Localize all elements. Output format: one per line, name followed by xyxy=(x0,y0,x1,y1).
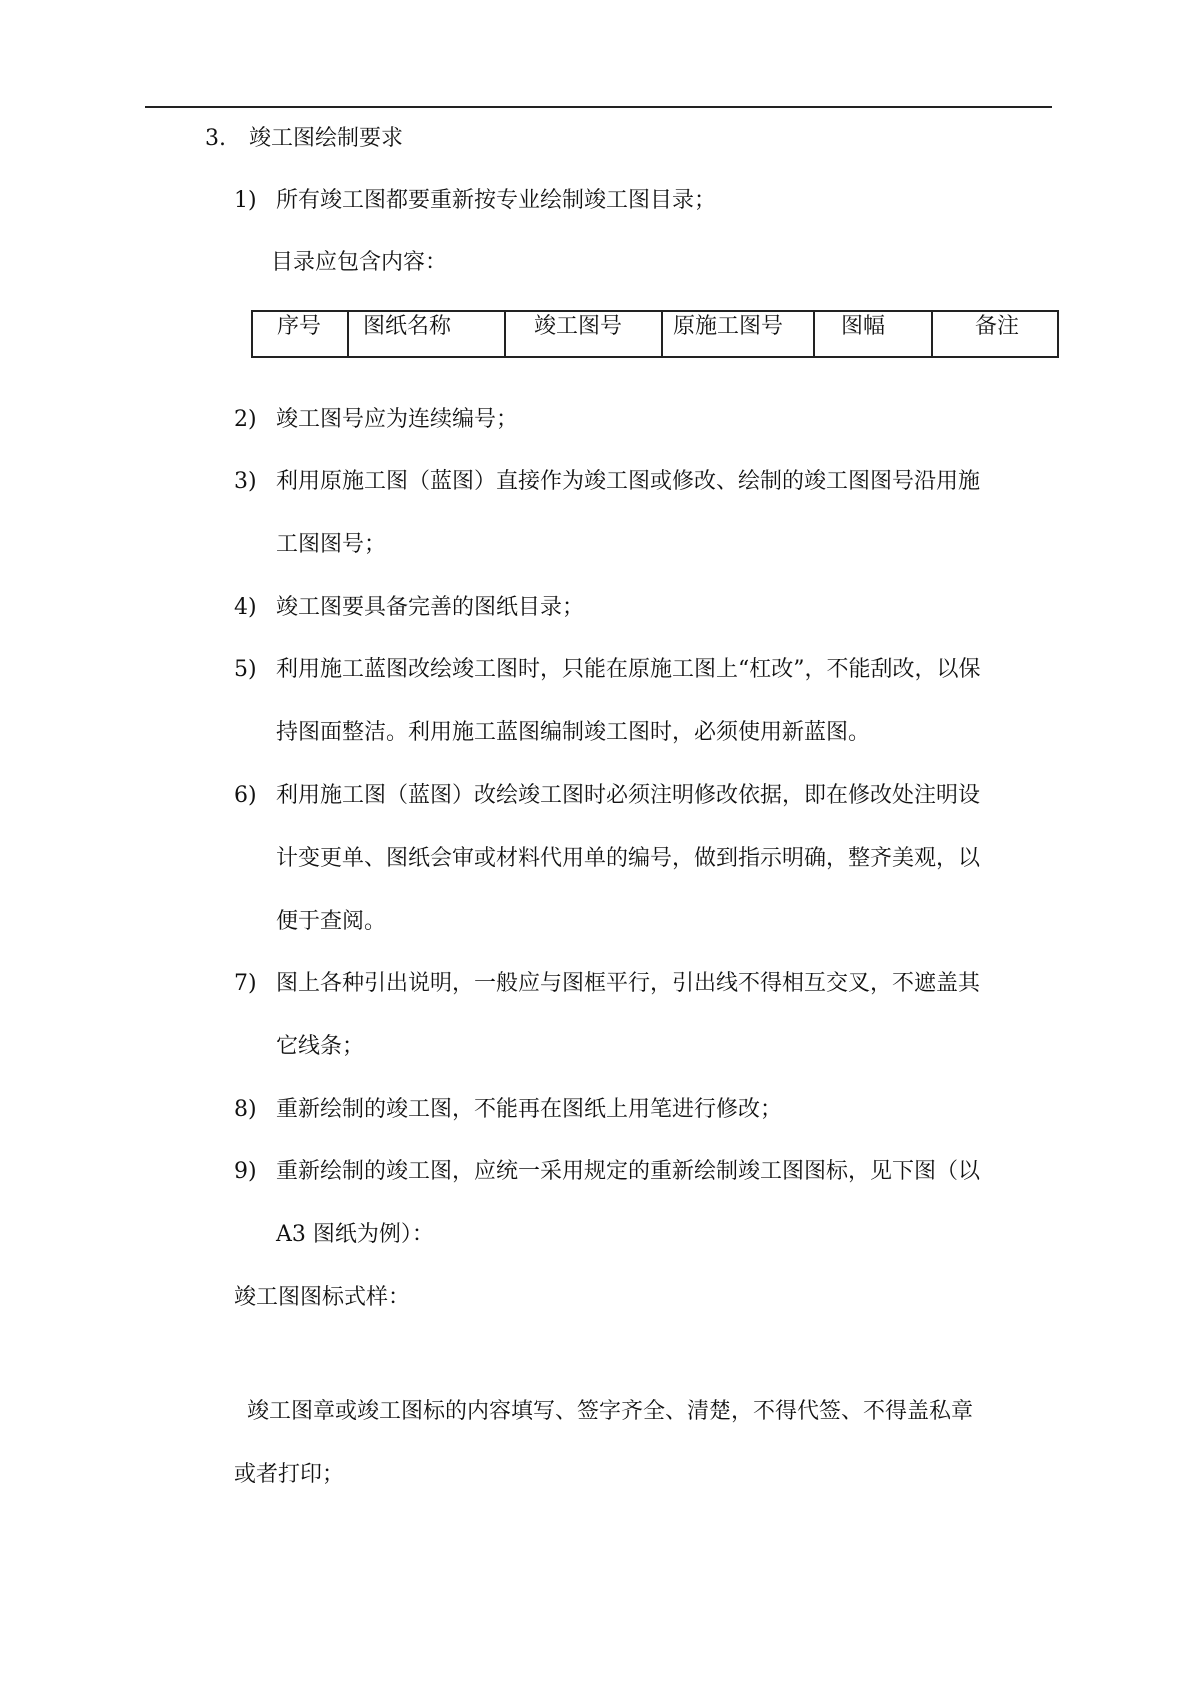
toc-col-index: 序号 xyxy=(252,311,348,357)
header-rule xyxy=(145,106,1052,108)
item-text: 竣工图号应为连续编号； xyxy=(276,407,519,432)
toc-col-original-number: 原施工图号 xyxy=(662,311,814,357)
item-text: 重新绘制的竣工图，应统一采用规定的重新绘制竣工图图标，见下图（以 xyxy=(276,1159,981,1184)
table-row xyxy=(252,311,1058,357)
item-number: 9) xyxy=(234,1159,257,1184)
item-text: 利用施工蓝图改绘竣工图时，只能在原施工图上“杠改”，不能刮改，以保 xyxy=(276,657,981,682)
item-text: 工图图号； xyxy=(276,532,387,557)
toc-col-sheet-size: 图幅 xyxy=(814,311,932,357)
item-text: 图上各种引出说明，一般应与图框平行，引出线不得相互交叉，不遮盖其 xyxy=(276,971,981,996)
item-number: 4) xyxy=(234,595,257,620)
toc-col-asbuilt-number: 竣工图号 xyxy=(505,311,662,357)
toc-col-drawing-name: 图纸名称 xyxy=(348,311,505,357)
item-text: 持图面整洁。利用施工蓝图编制竣工图时，必须使用新蓝图。 xyxy=(276,720,871,745)
item-text: 竣工图要具备完善的图纸目录； xyxy=(276,595,585,620)
section-number: 3. xyxy=(205,126,226,151)
closing-text: 竣工图章或竣工图标的内容填写、签字齐全、清楚，不得代签、不得盖私章 xyxy=(247,1399,974,1424)
item-text: 利用施工图（蓝图）改绘竣工图时必须注明修改依据，即在修改处注明设 xyxy=(276,783,981,808)
toc-intro: 目录应包含内容： xyxy=(271,250,448,275)
item-text: 计变更单、图纸会审或材料代用单的编号，做到指示明确，整齐美观，以 xyxy=(276,846,981,871)
section-title: 竣工图绘制要求 xyxy=(249,126,404,151)
title-block-label: 竣工图图标式样： xyxy=(234,1285,411,1310)
item-number: 8) xyxy=(234,1097,257,1122)
item-number: 3) xyxy=(234,469,257,494)
closing-text: 或者打印； xyxy=(234,1462,345,1487)
item-number: 5) xyxy=(234,657,257,682)
item-text: 重新绘制的竣工图，不能再在图纸上用笔进行修改； xyxy=(276,1097,783,1122)
item-text: 所有竣工图都要重新按专业绘制竣工图目录； xyxy=(276,188,717,213)
item-number: 7) xyxy=(234,971,257,996)
item-number: 2) xyxy=(234,407,257,432)
item-text: 利用原施工图（蓝图）直接作为竣工图或修改、绘制的竣工图图号沿用施 xyxy=(276,469,981,494)
item-number: 1) xyxy=(234,188,257,213)
item-number: 6) xyxy=(234,783,257,808)
item-text: 便于查阅。 xyxy=(276,909,387,934)
toc-col-remarks: 备注 xyxy=(932,311,1058,357)
item-text: 它线条； xyxy=(276,1034,365,1059)
item-text: A3 图纸为例）： xyxy=(276,1222,434,1247)
toc-columns-table xyxy=(251,310,1059,358)
